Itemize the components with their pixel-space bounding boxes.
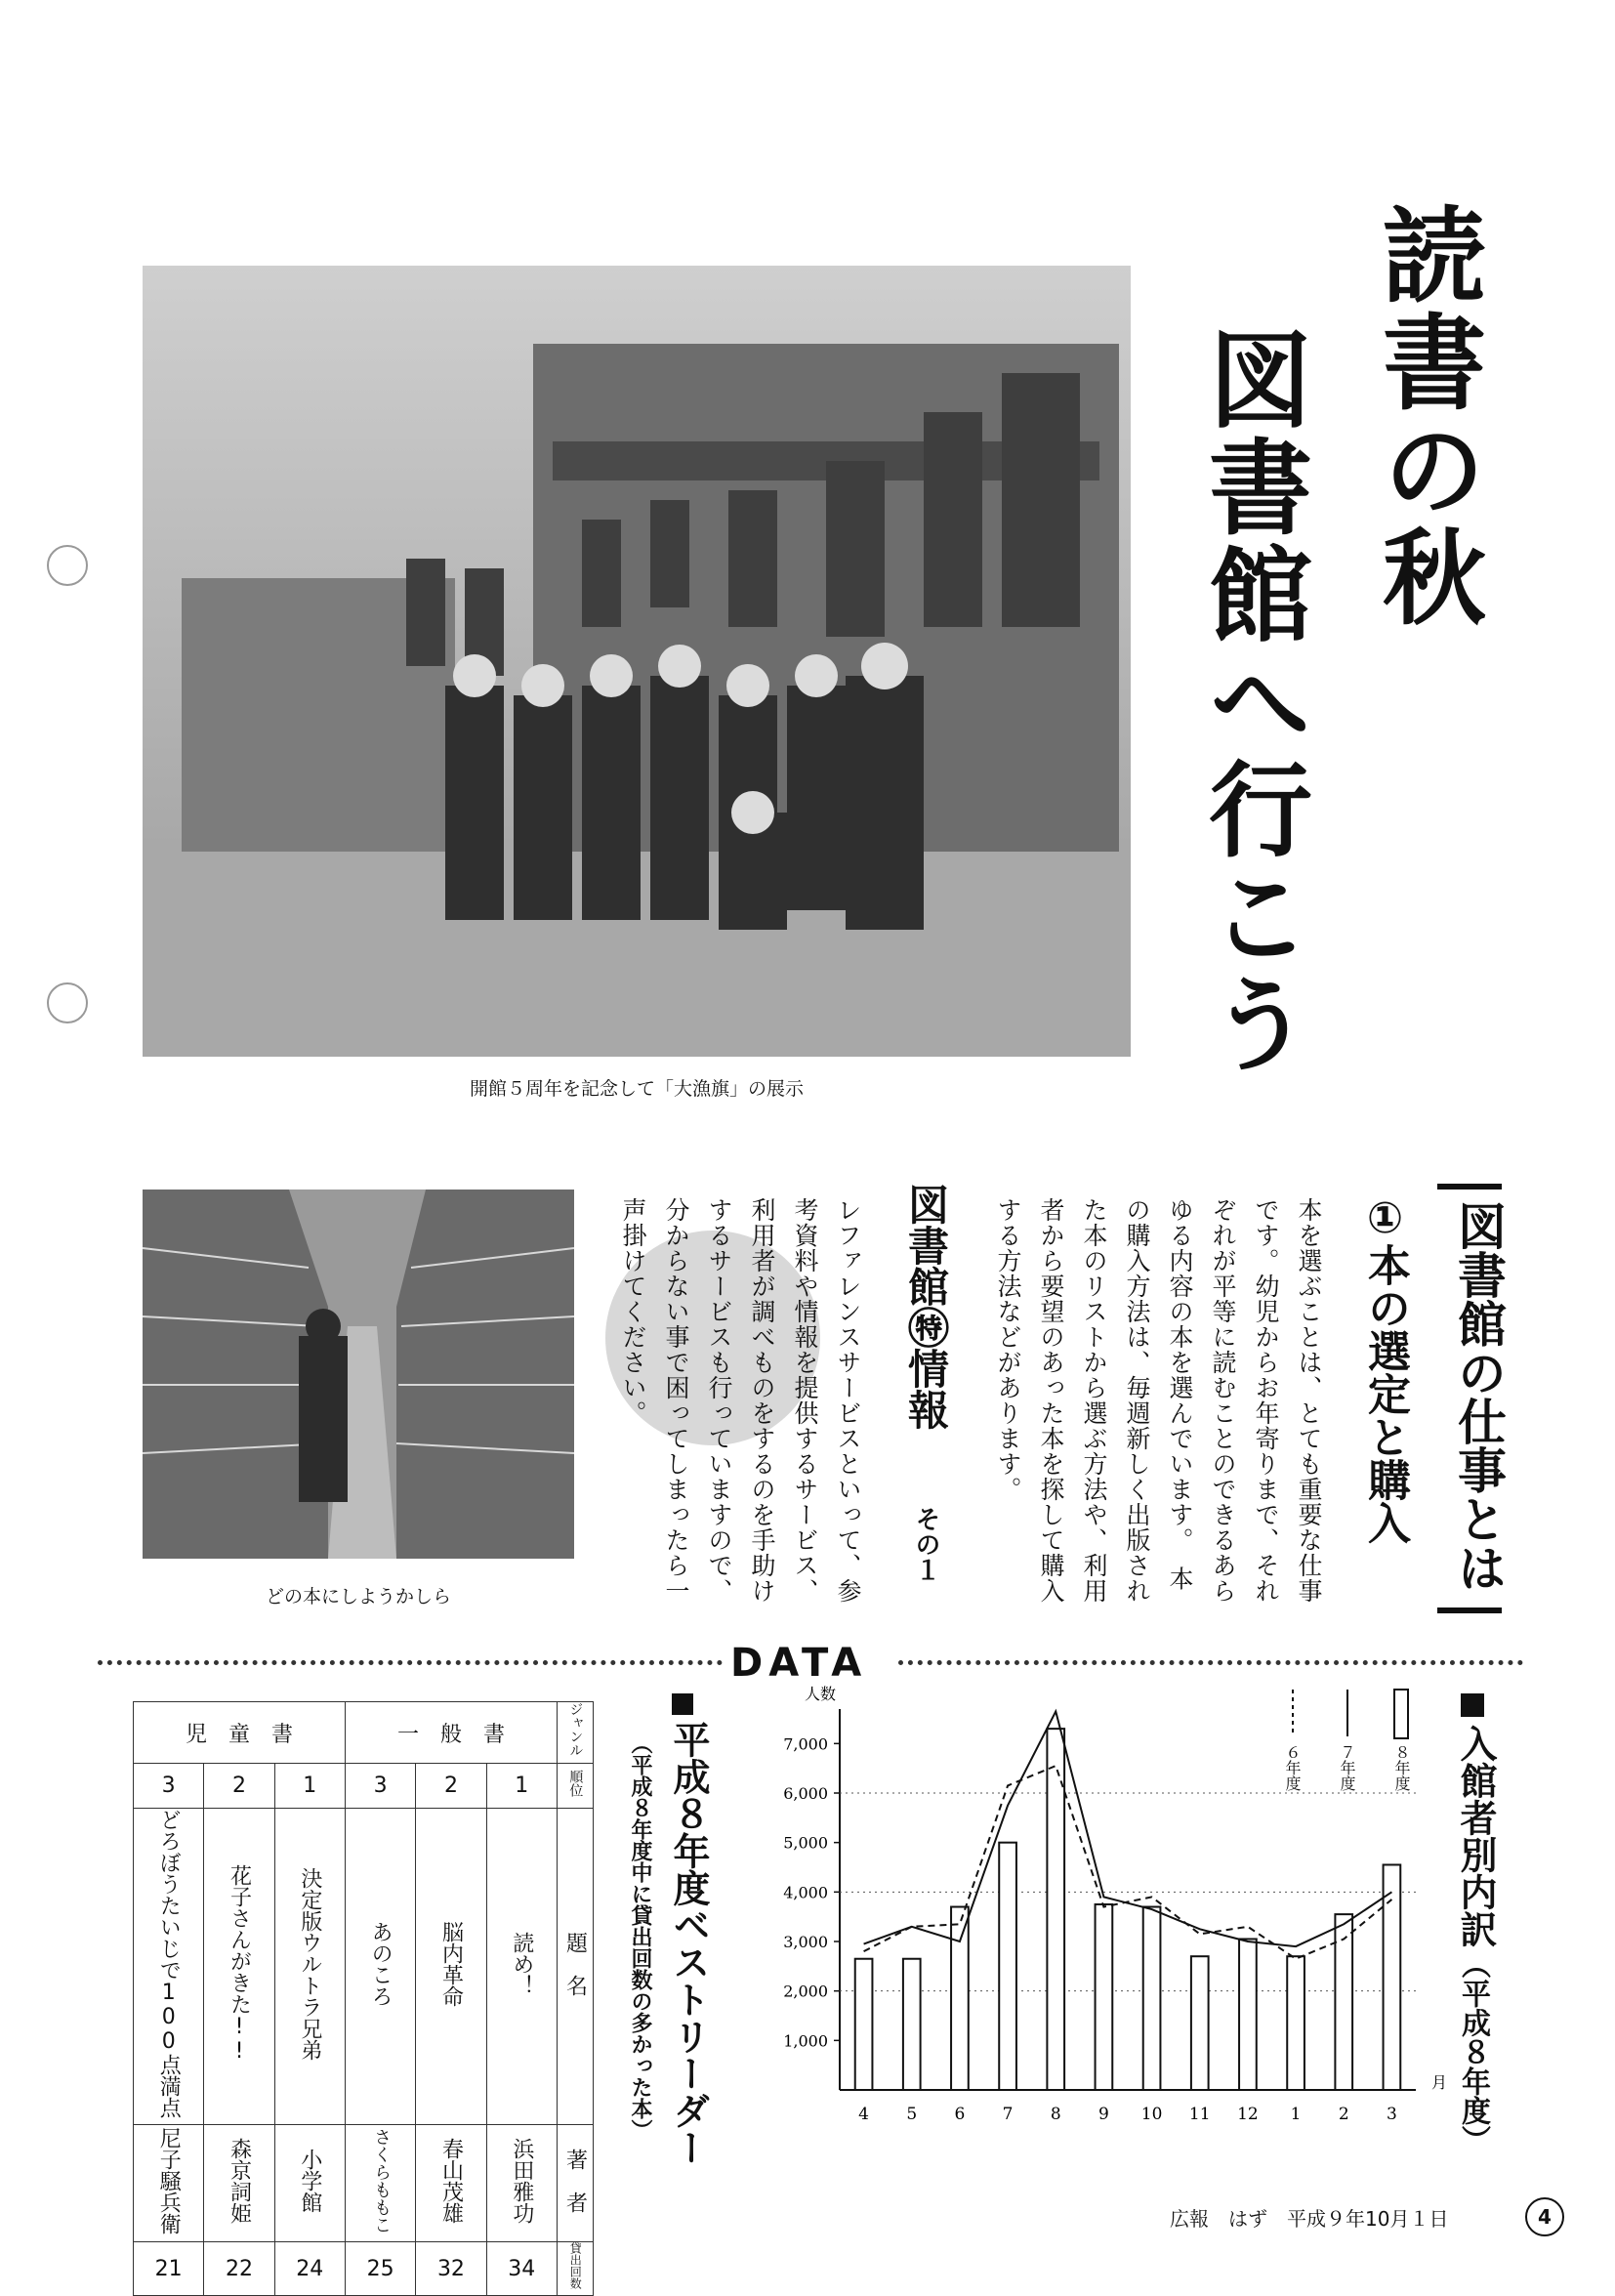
chart-x-tick-label: 6 [954, 2105, 966, 2124]
best-reader-table [133, 1701, 594, 2296]
footer-text: 広報 はず 平成９年10月１日 [1170, 2207, 1449, 2231]
chart-x-tick-label: 8 [1050, 2105, 1061, 2124]
table-header-author: 著 者 [562, 2148, 588, 2213]
table-cell-title: どろぼうたいじで100点満点 [156, 1809, 182, 2118]
table-cell-rank: 1 [486, 1764, 557, 1809]
table-cell-rank: 3 [134, 1764, 204, 1809]
chart-y-tick-label: 6,000 [783, 1784, 828, 1803]
table-cell-title: 花子さんがきた!! [227, 1863, 252, 2064]
best-reader-title: 平成８年度ベストリーダー [667, 1721, 710, 2166]
chart-bar [1384, 1864, 1401, 2090]
visitor-chart [723, 1680, 1448, 2149]
chart-x-tick-label: 2 [1338, 2105, 1349, 2124]
section-title: 図書館の仕事とは [1450, 1201, 1507, 1592]
legend-label-7: ７年度 [1338, 1744, 1356, 1791]
table-header-rank: 順位 [567, 1769, 584, 1797]
chart-y-tick-label: 7,000 [783, 1734, 828, 1754]
table-cell-count: 25 [345, 2242, 415, 2296]
chart-y-tick-label: 1,000 [783, 2031, 828, 2051]
legend-label-8: ８年度 [1392, 1744, 1411, 1791]
photo2-caption: どの本にしようかしら [265, 1586, 451, 1607]
photo-children-flags [143, 266, 1131, 1057]
table-cell-rank: 2 [416, 1764, 486, 1809]
section-body: 本を選ぶことは、とても重要な仕事です。幼児からお年寄りまで、それぞれが平等に読むことのできるあらゆる内容の本を選んでいます。 本の購入方法は、毎週新しく出版された本のリストから選ぶ方法や、利用者から要望のあった本を探して購入する方法などがあります。 [994, 1197, 1323, 1604]
visitors-marker [1461, 1693, 1484, 1717]
chart-y-label: 人数 [804, 1685, 837, 1703]
chart-bar [1335, 1914, 1352, 2090]
chart-bar [1096, 1904, 1113, 2090]
table-cell-count: 21 [134, 2242, 204, 2296]
chart-x-tick-label: 12 [1237, 2105, 1259, 2124]
data-divider-left [98, 1660, 723, 1665]
table-cell-author: 春山茂雄 [438, 2137, 464, 2224]
chart-x-tick-label: 1 [1290, 2105, 1302, 2124]
section-title-box [1437, 1184, 1507, 1613]
chart-y-tick-label: 5,000 [783, 1833, 828, 1853]
table-cell-count: 22 [204, 2242, 274, 2296]
chart-x-label: 月 [1431, 2073, 1448, 2092]
table-header-genre: ジャンル [567, 1702, 584, 1757]
visitors-subtitle: （平成８年度） [1456, 1949, 1490, 2154]
table-cell-rank: 3 [345, 1764, 415, 1809]
data-divider-right [898, 1660, 1523, 1665]
chart-series-line-6 [864, 1766, 1392, 1959]
table-cell-title: 決定版ウルトラ兄弟 [297, 1866, 322, 2061]
table-cell-author: 尼子騒兵衛 [156, 2126, 182, 2234]
chart-bar [951, 1907, 969, 2090]
chart-x-tick-label: 4 [858, 2105, 869, 2124]
chart-y-tick-label: 4,000 [783, 1883, 828, 1902]
headline-line2: 図書館へ行こう [1192, 326, 1314, 1078]
chart-y-tick-label: 2,000 [783, 1982, 828, 2001]
punch-hole-bottom [47, 982, 88, 1023]
chart-series-line-7 [864, 1711, 1392, 1946]
photo-bookshelves-graphic [143, 1190, 574, 1559]
table-cell-count: 24 [274, 2242, 345, 2296]
tokujoho-body: レファレンスサービスといって、参考資料や情報を提供するサービス、利用者が調べものをするのを手助けするサービスも行っていますので、分からない事で困ってしまったら一声掛けてください。 [619, 1197, 862, 1604]
table-cell-rank: 1 [274, 1764, 345, 1809]
chart-bar [903, 1959, 921, 2090]
page-number-badge [1525, 2197, 1564, 2236]
table-header-children: 児 童 書 [134, 1702, 346, 1764]
table-cell-title: 読め！ [509, 1931, 534, 1996]
photo1-caption: 開館５周年を記念して「大漁旗」の展示 [469, 1078, 804, 1100]
photo-children-flags-graphic [143, 266, 1131, 1057]
data-label: DATA [730, 1641, 868, 1686]
chart-bar [1143, 1907, 1161, 2090]
page-number: 4 [1538, 2205, 1552, 2229]
chart-x-tick-label: 7 [1002, 2105, 1014, 2124]
chart-bar [1239, 1939, 1257, 2090]
chart-bar [855, 1959, 873, 2090]
table-header-general: 一 般 書 [345, 1702, 557, 1764]
best-reader-marker [672, 1693, 693, 1715]
legend-label-6: ６年度 [1283, 1744, 1302, 1791]
headline-line1: 読書の秋 [1366, 201, 1488, 631]
table-cell-author: さくらももこ [371, 2127, 393, 2233]
chart-y-tick-label: 3,000 [783, 1933, 828, 1951]
section-subtitle: ①本の選定と購入 [1360, 1193, 1410, 1544]
chart-x-tick-label: 10 [1140, 2105, 1163, 2124]
photo-bookshelves [143, 1190, 574, 1559]
punch-hole-top [47, 545, 88, 586]
table-cell-rank: 2 [204, 1764, 274, 1809]
table-cell-title: 脳内革命 [438, 1920, 464, 2007]
table-cell-count: 34 [486, 2242, 557, 2296]
chart-x-tick-label: 5 [906, 2105, 918, 2124]
chart-x-tick-label: 11 [1188, 2105, 1211, 2124]
table-header-count: 貸出回数 [568, 2242, 583, 2289]
tokujoho-title: 図書館㊕情報 [902, 1184, 950, 1430]
chart-bar [1287, 1956, 1304, 2090]
table-cell-author: 森京詞姫 [227, 2137, 252, 2224]
table-cell-author: 小学館 [297, 2148, 322, 2213]
chart-bar [999, 1843, 1016, 2090]
table-cell-author: 浜田雅功 [509, 2137, 534, 2224]
chart-bar [1191, 1956, 1209, 2090]
chart-x-tick-label: 9 [1098, 2105, 1109, 2124]
best-reader-subtitle: （平成８年度中に貸出回数の多かった本） [628, 1732, 652, 2141]
table-header-title: 題 名 [562, 1931, 588, 1996]
table-cell-title: あのころ [368, 1920, 393, 2007]
table-cell-count: 32 [416, 2242, 486, 2296]
chart-x-tick-label: 3 [1387, 2105, 1397, 2124]
visitors-title: 入館者別内訳 [1454, 1725, 1497, 1947]
tokujoho-subtitle: その１ [911, 1506, 940, 1582]
